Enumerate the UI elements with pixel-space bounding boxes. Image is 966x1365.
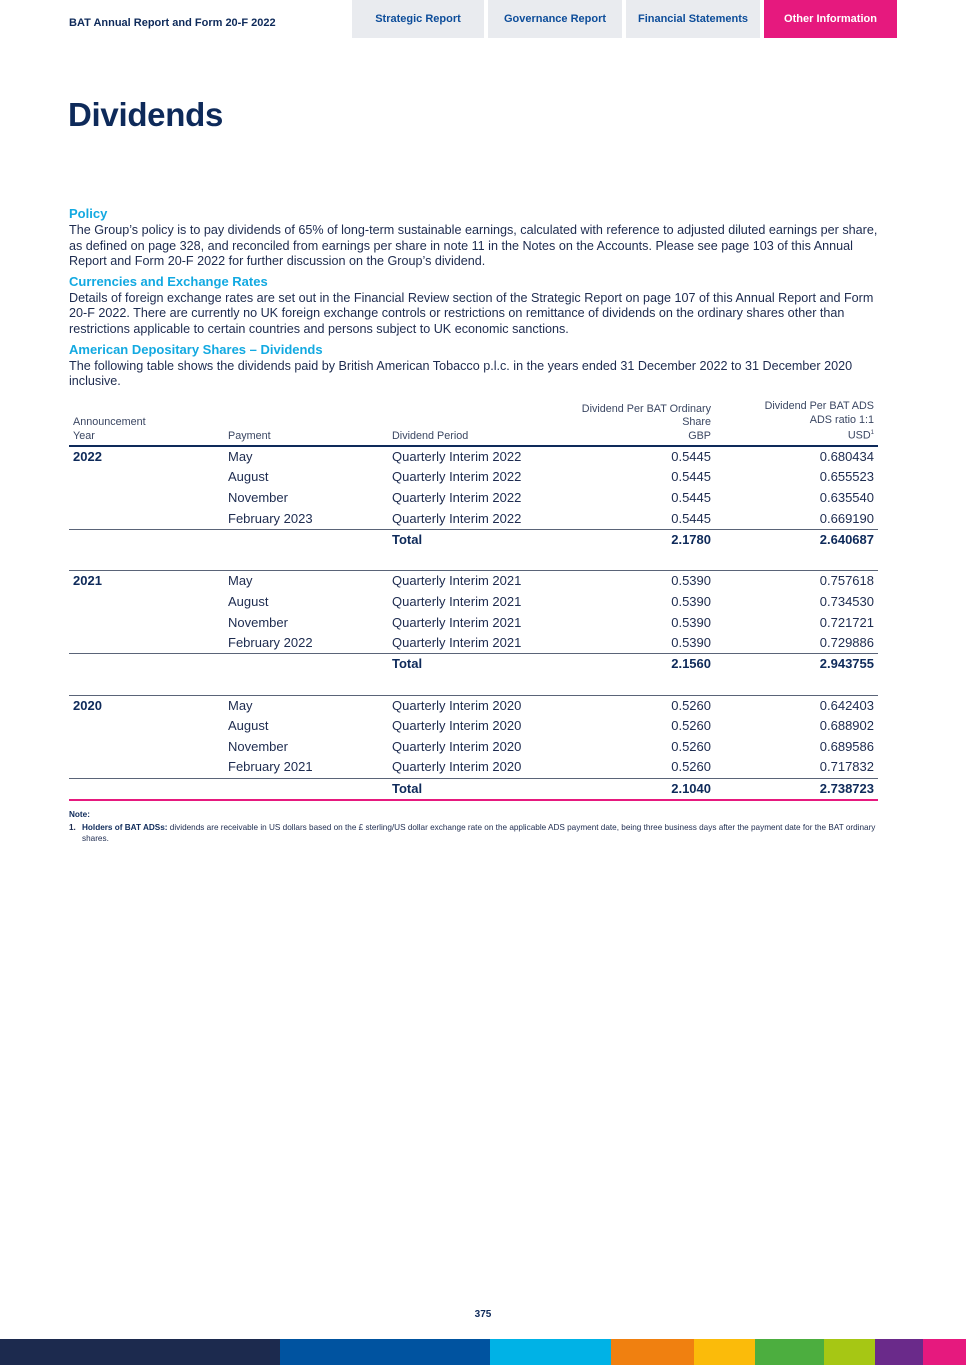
intro-sections — [69, 205, 882, 393]
ads-heading: American Depositary Shares – Dividends — [69, 341, 323, 357]
gbp-cell: 0.5260 — [671, 718, 711, 734]
note-number: 1. — [69, 823, 76, 832]
tab-strategic-report[interactable]: Strategic Report — [352, 0, 484, 38]
note-heading: Note: — [69, 810, 90, 819]
year-cell — [69, 592, 224, 613]
gbp-cell: 0.5390 — [558, 571, 715, 592]
usd-cell: 0.717832 — [819, 759, 874, 775]
header-usd-label: USD — [847, 429, 871, 442]
total-usd: 2.640687 — [715, 529, 878, 550]
payment-cell: August — [228, 718, 269, 734]
period-cell: Quarterly Interim 2021 — [392, 614, 522, 630]
footer-color-segment — [490, 1339, 611, 1365]
total-gbp: 2.1560 — [558, 654, 715, 675]
period-cell: Quarterly Interim 2022 — [392, 449, 522, 465]
total-usd: 2.943755 — [715, 654, 878, 675]
payment-cell: November — [228, 739, 288, 754]
year-cell — [69, 508, 224, 529]
year-cell — [69, 633, 224, 654]
total-row — [69, 654, 878, 675]
header-usd-line1: Dividend Per BAT ADS — [764, 400, 874, 412]
total-label: Total — [388, 529, 558, 550]
table-row — [69, 716, 878, 737]
empty-cell — [69, 529, 224, 550]
usd-cell: 0.680434 — [819, 449, 874, 465]
footer-color-segment — [611, 1339, 694, 1365]
policy-heading: Policy — [69, 206, 108, 221]
total-gbp: 2.1780 — [558, 529, 715, 550]
empty-cell — [69, 778, 224, 800]
payment-cell: November — [228, 614, 288, 630]
period-cell: Quarterly Interim 2020 — [392, 718, 522, 734]
period-cell: Quarterly Interim 2021 — [392, 635, 522, 650]
empty-cell — [224, 654, 388, 675]
payment-cell: February 2021 — [228, 759, 313, 775]
year-cell — [69, 467, 224, 488]
table-row — [69, 612, 878, 633]
usd-cell: 0.721721 — [819, 614, 874, 630]
header-gbp — [558, 400, 715, 446]
table-row — [69, 467, 878, 488]
header-gbp-line3: GBP — [688, 429, 711, 442]
spacer-cell — [69, 550, 878, 571]
table-row — [69, 571, 878, 592]
gbp-cell: 0.5390 — [671, 614, 711, 630]
usd-cell: 0.689586 — [819, 739, 874, 754]
total-usd: 2.738723 — [715, 778, 878, 800]
payment-cell: November — [228, 490, 288, 506]
dividends-table-body — [69, 446, 878, 799]
payment-cell: February 2022 — [228, 635, 313, 650]
page-title: Dividends — [68, 96, 224, 133]
footer-color-segment — [923, 1339, 966, 1365]
period-cell: Quarterly Interim 2020 — [392, 739, 522, 754]
total-row — [69, 778, 878, 800]
header-payment: Payment — [228, 429, 271, 442]
footnote — [69, 809, 884, 844]
total-row — [69, 529, 878, 550]
footer-color-segment — [755, 1339, 824, 1365]
period-cell: Quarterly Interim 2021 — [388, 571, 558, 592]
header-usd — [715, 400, 878, 446]
usd-cell: 0.688902 — [819, 718, 874, 734]
period-cell: Quarterly Interim 2022 — [392, 490, 522, 506]
gbp-cell: 0.5390 — [671, 635, 711, 650]
usd-cell: 0.757618 — [715, 571, 878, 592]
period-cell: Quarterly Interim 2022 — [392, 469, 522, 485]
year-cell — [69, 737, 224, 758]
footer-color-segment — [0, 1339, 280, 1365]
year-cell: 2022 — [73, 449, 102, 465]
year-cell: 2021 — [69, 571, 224, 592]
spacer-row — [69, 674, 878, 695]
gbp-cell: 0.5390 — [671, 593, 711, 609]
period-cell: Quarterly Interim 2020 — [392, 759, 522, 775]
table-row — [69, 592, 878, 613]
currencies-heading: Currencies and Exchange Rates — [69, 273, 268, 289]
table-row — [69, 757, 878, 778]
year-cell: 2020 — [69, 695, 224, 716]
policy-text: The Group’s policy is to pay dividends of 65% of long-term sustainable earnings, calculated with reference to adjusted diluted earnings per share, as defined on page 328, and reconciled from earnings per share in note 11 in the Notes on the Accounts. Please see page 103 of this Annual Report and Form 20-F 2022 for further discussion on the Group’s dividend. — [69, 223, 878, 269]
dividends-table — [69, 400, 878, 801]
currencies-text: Details of foreign exchange rates are set out in the Financial Review section of the Strategic Report on page 107 of this Annual Report and Form 20-F 2022. There are currently no UK foreign exchange controls or restrictions on remittance of dividends on the ordinary shares other than restrictions applicable to certain countries and persons subject to UK economic sanctions. — [69, 290, 874, 336]
tab-governance-report[interactable]: Governance Report — [488, 0, 622, 38]
note-body — [82, 822, 884, 844]
usd-cell: 0.635540 — [819, 490, 874, 506]
footer-color-segment — [875, 1339, 923, 1365]
tab-other-information[interactable]: Other Information — [764, 0, 897, 38]
note-text: dividends are receivable in US dollars based on the £ sterling/US dollar exchange rate on the applicable ADS payment date, being three business days after the payment date for the BAT ordinary shares. — [82, 823, 876, 843]
empty-cell — [69, 654, 224, 675]
usd-cell: 0.734530 — [819, 593, 874, 609]
table-header-row — [69, 400, 878, 446]
payment-cell: May — [224, 571, 388, 592]
section-tabs — [352, 0, 897, 38]
header-usd-line2: ADS ratio 1:1 — [809, 413, 874, 426]
footer-color-segment — [694, 1339, 755, 1365]
header-year-line2: Year — [73, 429, 95, 442]
gbp-cell: 0.5260 — [671, 759, 711, 775]
gbp-cell: 0.5445 — [671, 469, 711, 485]
footer-color-segment — [824, 1339, 875, 1365]
table-row — [69, 508, 878, 529]
year-cell — [69, 757, 224, 778]
year-cell — [69, 488, 224, 509]
usd-cell: 0.669190 — [819, 510, 874, 526]
year-cell — [69, 612, 224, 633]
note-item — [69, 822, 884, 844]
period-cell: Quarterly Interim 2022 — [392, 510, 522, 526]
payment-cell: May — [224, 695, 388, 716]
ads-text: The following table shows the dividends paid by British American Tobacco p.l.c. in the years ended 31 December 2022 to 31 December 2020 inclusive. — [69, 358, 853, 389]
year-cell — [69, 716, 224, 737]
header-year — [69, 400, 224, 446]
period-cell: Quarterly Interim 2021 — [392, 593, 522, 609]
gbp-cell: 0.5445 — [671, 510, 711, 526]
header-year-line1: Announcement — [73, 416, 146, 429]
table-row — [69, 633, 878, 654]
header-gbp-line1: Dividend Per BAT Ordinary — [581, 402, 711, 415]
spacer-row — [69, 550, 878, 571]
footer-color-segment — [280, 1339, 490, 1365]
table-row — [69, 695, 878, 716]
gbp-cell: 0.5260 — [558, 695, 715, 716]
total-label: Total — [388, 778, 558, 800]
total-gbp: 2.1040 — [558, 778, 715, 800]
payment-cell: August — [228, 469, 269, 485]
usd-cell: 0.655523 — [819, 469, 874, 485]
report-title: BAT Annual Report and Form 20-F 2022 — [69, 17, 276, 29]
gbp-cell: 0.5445 — [671, 449, 711, 465]
gbp-cell: 0.5445 — [671, 490, 711, 506]
footer-color-bar — [0, 1339, 966, 1365]
table-row — [69, 737, 878, 758]
header-period: Dividend Period — [392, 429, 469, 442]
footnote-marker: 1 — [870, 430, 874, 436]
header-usd-line3 — [719, 427, 874, 443]
page-number: 375 — [474, 1309, 492, 1320]
payment-cell: May — [228, 449, 253, 465]
empty-cell — [224, 778, 388, 800]
period-cell: Quarterly Interim 2020 — [388, 695, 558, 716]
usd-cell: 0.642403 — [715, 695, 878, 716]
empty-cell — [224, 529, 388, 550]
note-bold: Holders of BAT ADSs: — [82, 823, 168, 832]
tab-financial-statements[interactable]: Financial Statements — [626, 0, 760, 38]
total-label: Total — [388, 654, 558, 675]
usd-cell: 0.729886 — [819, 635, 874, 650]
payment-cell: August — [228, 593, 269, 609]
payment-cell: February 2023 — [228, 510, 313, 526]
spacer-cell — [69, 674, 878, 695]
header-gbp-line2: Share — [682, 416, 711, 429]
table-row — [69, 488, 878, 509]
gbp-cell: 0.5260 — [671, 739, 711, 754]
table-row — [69, 446, 878, 467]
